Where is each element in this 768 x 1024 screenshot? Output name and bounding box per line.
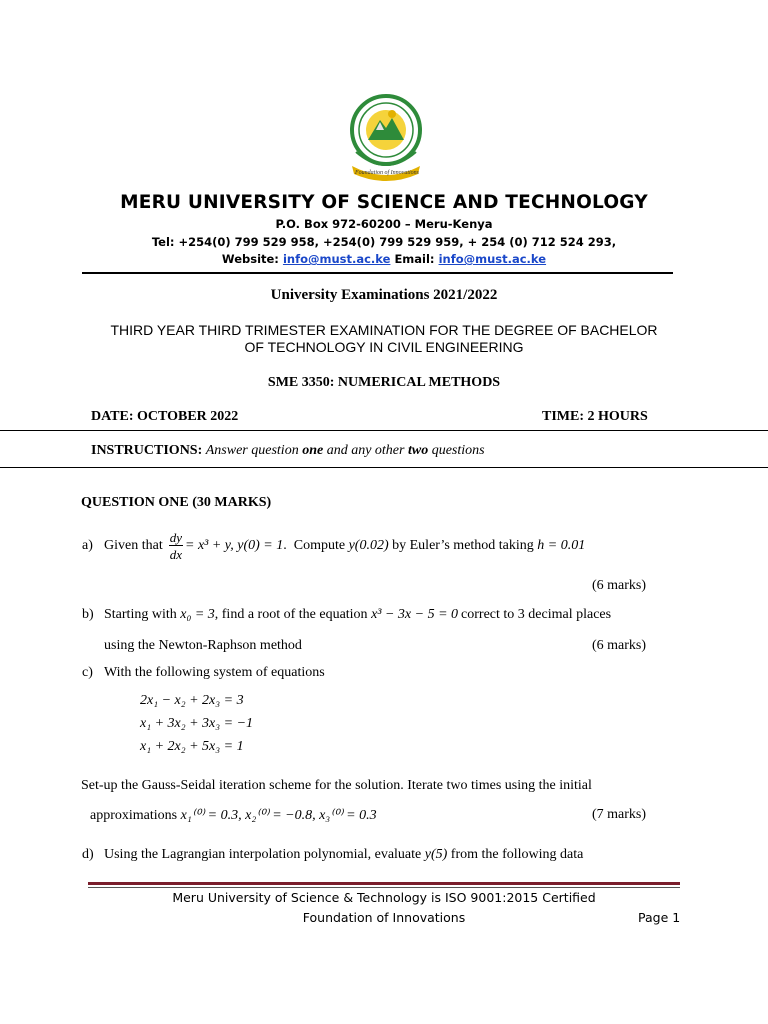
derivative-fraction: [169, 531, 183, 561]
question-c-text: With the following system of equations: [104, 665, 325, 680]
question-c-approx-values: x₁⁽⁰⁾ = 0.3, x₂⁽⁰⁾ = −0.8, x₃⁽⁰⁾ = 0.3: [180, 808, 377, 823]
question-b-text3: correct to 3 decimal places: [461, 607, 612, 622]
question-a-target: y(0.02): [348, 538, 389, 553]
question-a-step: h = 0.01: [537, 538, 586, 553]
question-c: [82, 665, 325, 681]
fraction-numerator: dy: [169, 530, 182, 545]
question-c-label: c): [82, 665, 93, 680]
equation-3: x₁ + 2x₂ + 5x₃ = 1: [140, 739, 244, 754]
question-b: [82, 607, 611, 623]
question-c-setup: Set-up the Gauss-Seidal iteration scheme for the solution. Iterate two times using the initial: [81, 778, 592, 793]
question-one-heading: QUESTION ONE (30 MARKS): [81, 495, 272, 510]
question-d: [82, 847, 583, 863]
question-c-approx-text: approximations: [90, 808, 181, 823]
logo-motto: Foundation of Innovations: [355, 170, 419, 176]
website-label: Website:: [221, 252, 279, 266]
instructions-bottom-rule: [0, 467, 768, 468]
question-a: [82, 529, 585, 563]
question-a-label: a): [82, 538, 93, 553]
question-b-text4: using the Newton-Raphson method: [104, 638, 302, 653]
question-b-marks: (6 marks): [591, 638, 646, 653]
exam-session: University Examinations 2021/2022: [270, 287, 498, 303]
instructions-top-rule: [0, 430, 768, 431]
question-a-text1: Given that: [104, 538, 163, 553]
question-a-text2: . Compute: [283, 538, 349, 553]
footer-rule-thin: [88, 887, 680, 888]
exam-date: DATE: OCTOBER 2022: [91, 409, 239, 424]
email-label: Email:: [394, 252, 435, 266]
header-divider: [82, 272, 673, 274]
question-b-text2: , find a root of the equation: [214, 607, 372, 622]
exam-title-line2: OF TECHNOLOGY IN CIVIL ENGINEERING: [244, 339, 524, 355]
exam-title-line1: THIRD YEAR THIRD TRIMESTER EXAMINATION FOR THE DEGREE OF BACHELOR: [110, 322, 658, 338]
contact-line: [0, 252, 768, 266]
course-title: SME 3350: NUMERICAL METHODS: [267, 375, 501, 390]
question-a-equation: = x³ + y, y(0) = 1: [185, 538, 284, 553]
question-c-approx: [90, 807, 377, 824]
equation-1: 2x₁ − x₂ + 2x₃ = 3: [140, 693, 244, 708]
instructions-label: INSTRUCTIONS:: [91, 443, 203, 458]
website-link[interactable]: info@must.ac.ke: [282, 252, 391, 266]
footer-motto: Foundation of Innovations: [302, 910, 466, 925]
telephone: Tel: +254(0) 799 529 958, +254(0) 799 529 959, + 254 (0) 712 524 293,: [151, 235, 617, 249]
instructions-one: one: [302, 443, 324, 458]
question-d-text1: Using the Lagrangian interpolation polynomial, evaluate: [104, 847, 425, 862]
question-d-target: y(5): [424, 847, 448, 862]
footer-iso: Meru University of Science & Technology is ISO 9001:2015 Certified: [172, 890, 596, 905]
fraction-denominator: dx: [169, 547, 182, 562]
equation-2: x₁ + 3x₂ + 3x₃ = −1: [140, 716, 254, 731]
question-b-initial: x₀ = 3: [180, 607, 215, 622]
question-a-text3: by Euler’s method taking: [388, 538, 538, 553]
exam-time: TIME: 2 HOURS: [542, 409, 648, 424]
email-link[interactable]: info@must.ac.ke: [438, 252, 547, 266]
footer-rule-thick: [88, 882, 680, 885]
question-c-marks: (7 marks): [591, 807, 646, 822]
university-name: MERU UNIVERSITY OF SCIENCE AND TECHNOLOGY: [120, 192, 648, 213]
page-number: Page 1: [638, 910, 681, 925]
instructions-text-c: questions: [428, 443, 485, 458]
question-a-marks: (6 marks): [591, 578, 646, 593]
question-b-text1: Starting with: [104, 607, 181, 622]
instructions-text-a: Answer question: [205, 443, 303, 458]
po-box: P.O. Box 972-60200 – Meru-Kenya: [275, 217, 493, 231]
question-d-text2: from the following data: [447, 847, 584, 862]
question-b-label: b): [82, 607, 94, 622]
instructions-text-b: and any other: [323, 443, 408, 458]
instructions: [91, 443, 485, 459]
instructions-two: two: [407, 443, 429, 458]
question-b-equation: x³ − 3x − 5 = 0: [371, 607, 459, 622]
question-d-label: d): [82, 847, 94, 862]
